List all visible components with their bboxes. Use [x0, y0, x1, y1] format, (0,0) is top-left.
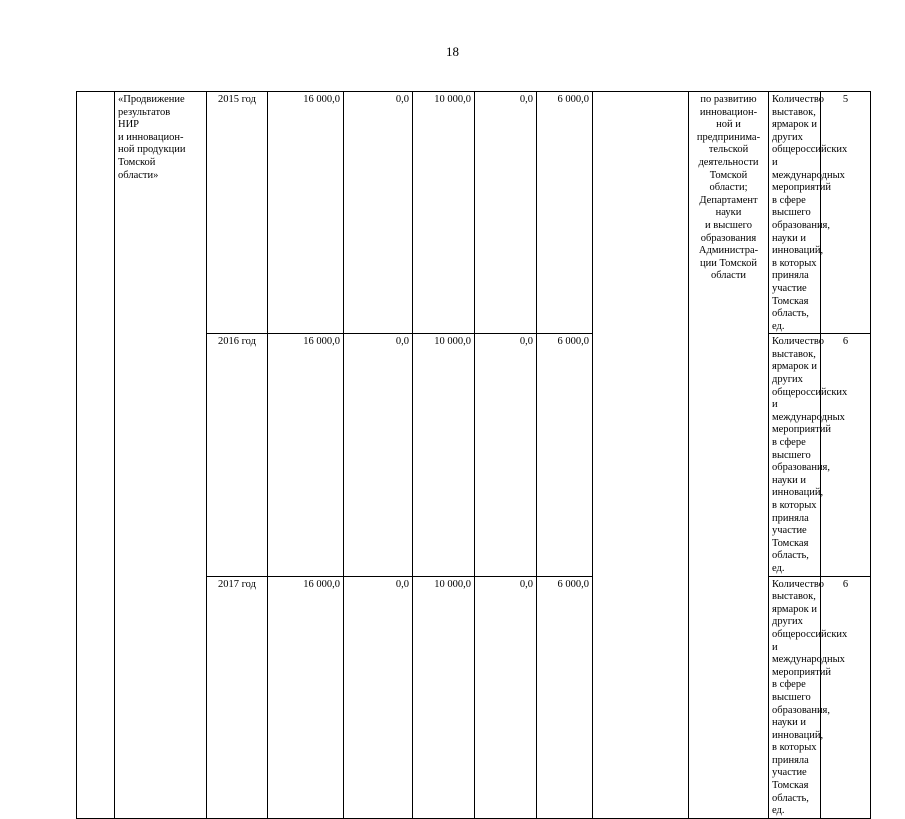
- federal-cell: 0,0: [344, 334, 413, 576]
- federal-cell: 0,0: [344, 576, 413, 818]
- local-cell: 0,0: [475, 576, 537, 818]
- total-cell: 16 000,0: [268, 334, 344, 576]
- indicator-cell: Количество выставок, ярмарок и других общероссийских и международных мероприятий в сфере высшего образования, науки и инноваций, в которых приняла участие Томская область, ед.: [769, 334, 821, 576]
- indicator-value-cell: 5: [821, 92, 871, 334]
- local-cell: 0,0: [475, 92, 537, 334]
- year-cell: 2015 год: [207, 92, 268, 334]
- program-table: [76, 91, 871, 819]
- executor-cell: по развитию инновацион- ной и предпринима- тельской деятельности Томской области; Департамент науки и высшего образования Администра- ции Томской области: [689, 92, 769, 819]
- other-cell: 6 000,0: [537, 576, 593, 818]
- indicator-cell: Количество выставок, ярмарок и других общероссийских и международных мероприятий в сфере высшего образования, науки и инноваций, в которых приняла участие Томская область, ед.: [769, 92, 821, 334]
- other-cell: 6 000,0: [537, 92, 593, 334]
- total-cell: 16 000,0: [268, 576, 344, 818]
- year-cell: 2016 год: [207, 334, 268, 576]
- blank-cell: [593, 92, 689, 819]
- total-cell: 16 000,0: [268, 92, 344, 334]
- other-cell: 6 000,0: [537, 334, 593, 576]
- indicator-value-cell: 6: [821, 334, 871, 576]
- row-number-cell: [77, 92, 115, 819]
- table-row: [77, 92, 871, 334]
- indicator-cell: Количество выставок, ярмарок и других общероссийских и международных мероприятий в сфере высшего образования, науки и инноваций, в которых приняла участие Томская область, ед.: [769, 576, 821, 818]
- year-cell: 2017 год: [207, 576, 268, 818]
- regional-cell: 10 000,0: [413, 576, 475, 818]
- local-cell: 0,0: [475, 334, 537, 576]
- event-name-cell: [115, 92, 207, 819]
- indicator-value-cell: 6: [821, 576, 871, 818]
- page-number: 18: [446, 44, 459, 59]
- event-name: «Продвижение результатов НИР и инновацион- ной продукции Томской области»: [118, 94, 186, 181]
- regional-cell: 10 000,0: [413, 92, 475, 334]
- regional-cell: 10 000,0: [413, 334, 475, 576]
- federal-cell: 0,0: [344, 92, 413, 334]
